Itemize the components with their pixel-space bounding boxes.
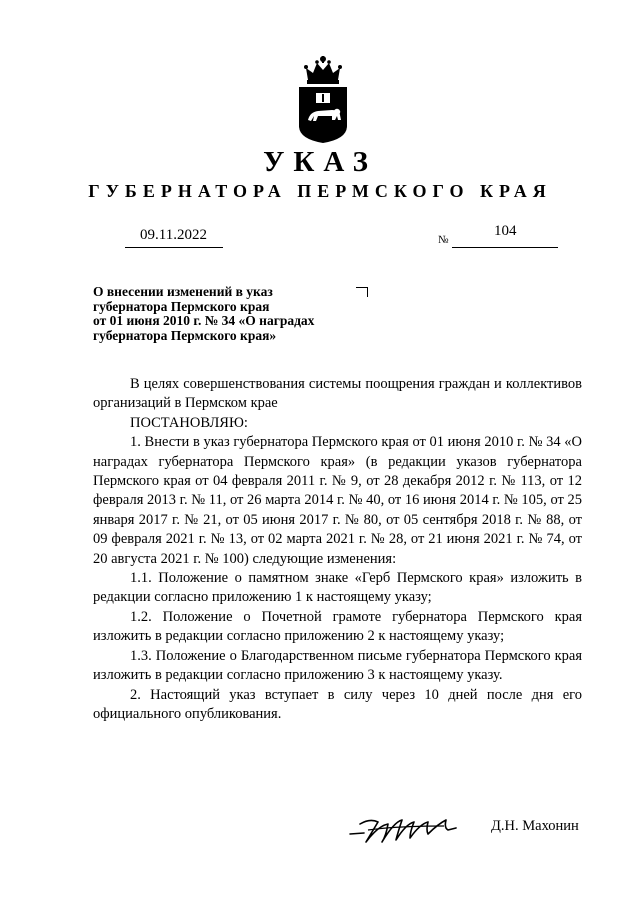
body-paragraph-item-1-1: 1.1. Положение о памятном знаке «Герб Пермского края» изложить в редакции согласно приложению 1 к настоящему указу; (93, 570, 582, 606)
body-paragraph-item-1: 1. Внести в указ губернатора Пермского края от 01 июня 2010 г. № 34 «О наградах губернатора Пермского края» (в редакции указов губернатора Пермского края от 04 февраля 2011 г. № 9, от 28 декабря 2012 г. № 113, от 12 февраля 2013 г. № 11, от 26 марта 2014 г. № 40, от 16 июня 2014 г. № 105, от 25 января 2017 г. № 21, от 05 июня 2017 г. № 80, от 05 сентября 2018 г. № 88, от 09 февраля 2021 г. № 13, от 02 марта 2021 г. № 28, от 21 июня 2021 г. № 74, от 20 августа 2021 г. № 100) следующие изменения: (93, 434, 582, 567)
body-paragraph-item-1-3: 1.3. Положение о Благодарственном письме губернатора Пермского края изложить в редакции согласно приложению 3 к настоящему указу. (93, 647, 582, 684)
subject-line: от 01 июня 2010 г. № 34 «О наградах (93, 313, 315, 328)
body-paragraph-preamble: В целях совершенствования системы поощрения граждан и коллективов организаций в Пермском крае (93, 376, 582, 412)
subject-line: губернатора Пермского края (93, 298, 270, 314)
number-sign: № (438, 234, 449, 246)
subject-corner-mark (356, 287, 368, 297)
body-paragraph-item-1-2: 1.2. Положение о Почетной грамоте губернатора Пермского края изложить в редакции согласно приложению 2 к настоящему указу; (93, 608, 582, 645)
document-body (93, 375, 582, 724)
document-number: 104 (494, 223, 517, 239)
date-underline (125, 247, 223, 248)
subject-line: губернатора Пермского края» (93, 327, 277, 343)
body-paragraph-item-2: 2. Настоящий указ вступает в силу через 10 дней после дня его официального опубликования. (93, 686, 582, 722)
subject-line: О внесении изменений в указ (93, 284, 273, 299)
document-date: 09.11.2022 (140, 227, 207, 243)
signer-name: Д.Н. Махонин (491, 818, 579, 834)
signature-icon (348, 812, 458, 846)
document-subtitle: ГУБЕРНАТОРА ПЕРМСКОГО КРАЯ (88, 181, 552, 201)
document-subject (93, 285, 363, 343)
number-underline (452, 247, 558, 248)
coat-of-arms-icon (296, 54, 350, 144)
body-paragraph-decree: ПОСТАНОВЛЯЮ: (130, 414, 248, 431)
document-title: УКАЗ (263, 146, 377, 178)
